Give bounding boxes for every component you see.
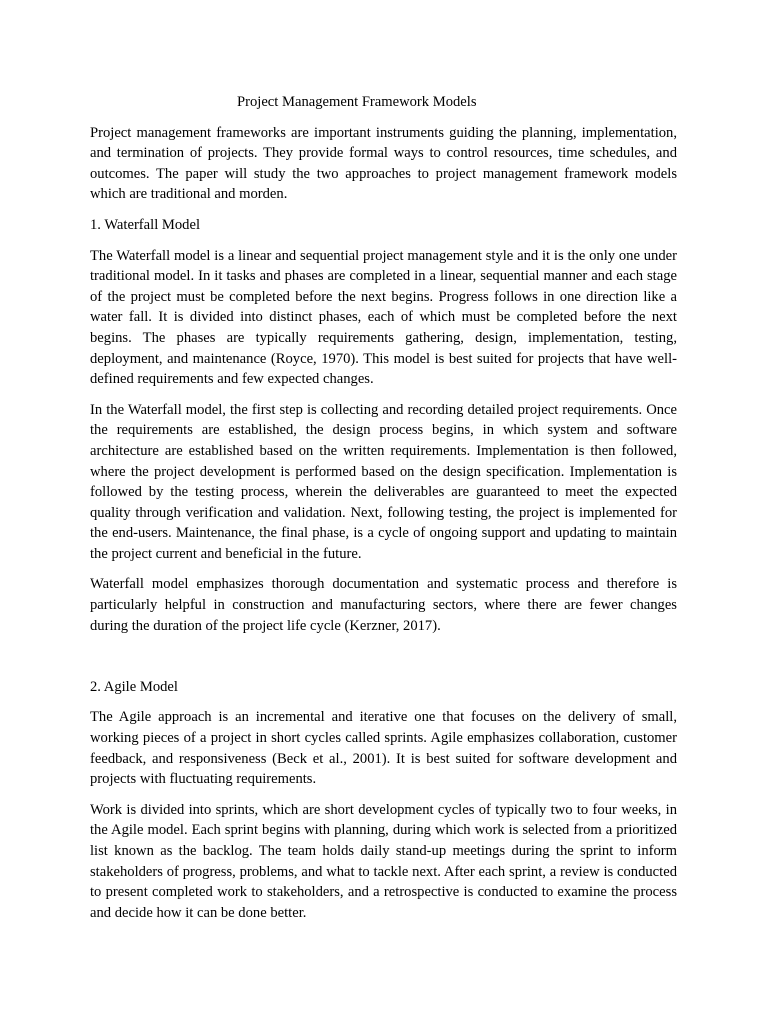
agile-paragraph-1: The Agile approach is an incremental and iterative one that focuses on the delivery of small, working pieces of a project in short cycles called sprints. Agile emphasizes collaboration, customer feedback, and responsiveness (Beck et al., 2001). It is best suited for software development and projects with fluctuating requirements. bbox=[90, 709, 677, 788]
waterfall-paragraph-2: In the Waterfall model, the first step is collecting and recording detailed project requirements. Once the requirements are established, the design process begins, in which system and software architecture are established based on the written requirements. Implementation is then followed, where the project development is performed based on the design specification. Implementation is followed by the testing process, wherein the deliverables are guaranteed to meet the expected quality through verification and validation. Next, following testing, the project is implemented for the end-users. Maintenance, the final phase, is a cycle of ongoing support and updating to maintain the project current and beneficial in the future. bbox=[90, 401, 677, 562]
intro-paragraph: Project management frameworks are important instruments guiding the planning, implementation, and termination of projects. They provide formal ways to control resources, time schedules, and outcomes. The paper will study the two approaches to project management framework models which are traditional and morden. bbox=[90, 124, 677, 203]
section-heading-agile: 2. Agile Model bbox=[90, 678, 178, 695]
section-spacer bbox=[90, 646, 677, 677]
agile-paragraph-2: Work is divided into sprints, which are short development cycles of typically two to four weeks, in the Agile model. Each sprint begins with planning, during which work is selected from a prioritized list known as the backlog. The team holds daily stand-up meetings during the sprint to inform stakeholders of progress, problems, and what to tackle next. After each sprint, a review is conducted to present completed work to stakeholders, and a retrospective is conducted to examine the process and decide how it can be done better. bbox=[90, 801, 677, 921]
waterfall-paragraph-1: The Waterfall model is a linear and sequential project management style and it is the only one under traditional model. In it tasks and phases are completed in a linear, sequential manner and each stage of the project must be completed before the next begins. Progress follows in one direction like a water fall. It is divided into distinct phases, each of which must be completed before the next begins. The phases are typically requirements gathering, design, implementation, testing, deployment, and maintenance (Royce, 1970). This model is best suited for projects that have well-defined requirements and few expected changes. bbox=[90, 247, 677, 388]
waterfall-paragraph-3: Waterfall model emphasizes thorough documentation and systematic process and therefore is particularly helpful in construction and manufacturing sectors, where there are fewer changes during the duration of the project life cycle (Kerzner, 2017). bbox=[90, 576, 677, 634]
document-title: Project Management Framework Models bbox=[237, 94, 477, 110]
section-heading-waterfall: 1. Waterfall Model bbox=[90, 216, 201, 233]
document-body bbox=[90, 92, 677, 933]
